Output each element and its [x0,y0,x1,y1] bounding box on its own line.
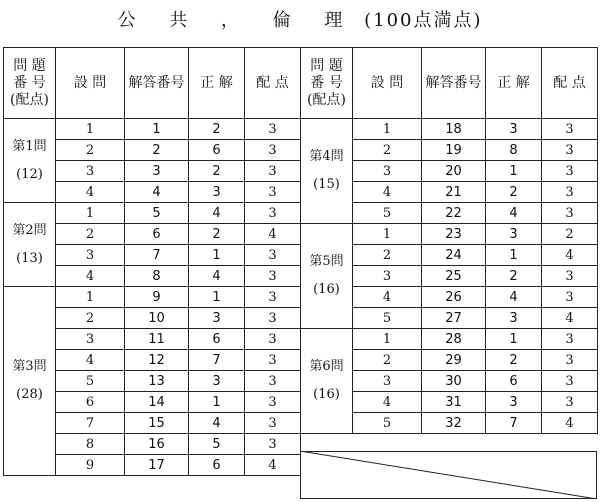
points-value: 3 [542,371,598,392]
correct-answer: 4 [486,203,542,224]
correct-answer: 1 [486,245,542,266]
header-answer-no: 解答番号 [422,48,486,119]
correct-answer: 8 [486,140,542,161]
question-number: 4 [56,350,125,371]
question-number: 4 [353,182,422,203]
question-number: 5 [56,371,125,392]
correct-answer: 3 [486,224,542,245]
header-group-line: 番 号 [310,74,343,91]
question-number: 3 [56,245,125,266]
points-value: 3 [542,350,598,371]
header-group-line: (配点) [307,91,346,108]
diagonal-line [300,451,597,499]
correct-answer: 1 [486,161,542,182]
subject-title: 公 共 ， 倫 理 [117,10,357,31]
correct-answer: 1 [486,329,542,350]
answer-number: 15 [125,413,189,434]
question-number: 1 [56,287,125,308]
answer-number: 6 [125,224,189,245]
points-value: 3 [542,392,598,413]
points-value: 3 [245,182,301,203]
header-correct: 正 解 [189,48,245,119]
group-name: 第6問 [309,359,344,374]
header-row [301,48,598,119]
answer-number: 12 [125,350,189,371]
question-number: 3 [56,161,125,182]
answer-table-right [300,47,598,434]
question-group [301,119,353,224]
table-row [301,329,598,350]
points-value: 3 [542,182,598,203]
correct-answer: 3 [486,392,542,413]
answer-number: 25 [422,266,486,287]
answer-number: 32 [422,413,486,434]
answer-number: 18 [422,119,486,140]
answer-number: 3 [125,161,189,182]
points-value: 4 [542,245,598,266]
points-value: 3 [245,287,301,308]
question-number: 3 [353,161,422,182]
correct-answer: 1 [189,392,245,413]
answer-key [3,47,597,499]
points-value: 4 [245,224,301,245]
group-name: 第3問 [12,359,47,374]
points-value: 3 [245,140,301,161]
points-value: 3 [245,413,301,434]
question-number: 9 [56,455,125,476]
points-value: 3 [245,308,301,329]
correct-answer: 3 [189,182,245,203]
question-number: 8 [56,434,125,455]
points-value: 3 [245,245,301,266]
answer-number: 4 [125,182,189,203]
correct-answer: 6 [189,455,245,476]
question-number: 1 [56,203,125,224]
question-number: 4 [353,287,422,308]
points-value: 3 [245,161,301,182]
correct-answer: 7 [189,350,245,371]
group-name: 第2問 [12,222,47,238]
points-value: 3 [245,392,301,413]
question-number: 3 [353,371,422,392]
question-number: 1 [353,119,422,140]
header-row [4,48,301,119]
header-answer-no: 解答番号 [125,48,189,119]
header-group-line: 問 題 [13,57,46,74]
answer-number: 28 [422,329,486,350]
header-points: 配 点 [245,48,301,119]
points-value: 3 [542,119,598,140]
group-score: (16) [313,387,340,402]
answer-table-left [3,47,301,476]
answer-number: 19 [422,140,486,161]
table-row [301,119,598,140]
points-value: 3 [542,203,598,224]
table-row [4,119,301,140]
question-number: 4 [56,182,125,203]
question-number: 2 [56,224,125,245]
points-value: 4 [245,455,301,476]
points-value: 3 [245,119,301,140]
header-question: 設 問 [353,48,422,119]
correct-answer: 2 [486,182,542,203]
group-score: (12) [16,166,43,182]
answer-number: 16 [125,434,189,455]
group-name: 第5問 [309,254,344,269]
header-group-line: 問 題 [310,57,343,74]
correct-answer: 5 [189,434,245,455]
answer-number: 30 [422,371,486,392]
correct-answer: 4 [189,413,245,434]
question-number: 7 [56,413,125,434]
question-number: 6 [56,392,125,413]
question-number: 2 [353,140,422,161]
question-number: 2 [353,245,422,266]
question-group [4,203,56,287]
answer-number: 17 [125,455,189,476]
answer-number: 14 [125,392,189,413]
points-value: 3 [542,266,598,287]
answer-number: 20 [422,161,486,182]
answer-number: 9 [125,287,189,308]
correct-answer: 4 [189,266,245,287]
group-score: (28) [16,387,43,402]
group-score: (16) [313,282,340,297]
page-title [0,6,600,32]
header-group [4,48,56,119]
correct-answer: 6 [189,329,245,350]
answer-number: 8 [125,266,189,287]
answer-number: 10 [125,308,189,329]
answer-number: 2 [125,140,189,161]
question-number: 1 [56,119,125,140]
question-number: 2 [56,140,125,161]
correct-answer: 2 [486,266,542,287]
question-number: 3 [56,329,125,350]
correct-answer: 4 [189,203,245,224]
correct-answer: 2 [189,119,245,140]
points-value: 2 [542,224,598,245]
header-group-line: (配点) [10,91,49,108]
header-question: 設 問 [56,48,125,119]
group-score: (13) [16,250,43,266]
group-name: 第1問 [12,138,47,154]
answer-number: 1 [125,119,189,140]
correct-answer: 1 [189,287,245,308]
correct-answer: 3 [189,308,245,329]
header-group [301,48,353,119]
points-value: 3 [542,140,598,161]
question-number: 2 [353,350,422,371]
correct-answer: 3 [189,371,245,392]
points-value: 3 [245,203,301,224]
empty-cell-crossed [300,451,597,499]
table-row [4,287,301,308]
question-number: 1 [353,329,422,350]
answer-number: 21 [422,182,486,203]
group-name: 第4問 [309,149,344,164]
question-number: 5 [353,413,422,434]
correct-answer: 6 [189,140,245,161]
question-number: 5 [353,308,422,329]
points-value: 3 [542,161,598,182]
correct-answer: 2 [486,350,542,371]
points-value: 3 [245,350,301,371]
total-points: (100点満点) [364,10,483,31]
question-group [301,224,353,329]
question-group [301,329,353,434]
answer-number: 22 [422,203,486,224]
correct-answer: 2 [189,161,245,182]
question-number: 3 [353,266,422,287]
header-correct: 正 解 [486,48,542,119]
correct-answer: 6 [486,371,542,392]
correct-answer: 2 [189,224,245,245]
points-value: 3 [542,329,598,350]
answer-number: 26 [422,287,486,308]
correct-answer: 3 [486,119,542,140]
points-value: 3 [245,266,301,287]
answer-number: 11 [125,329,189,350]
answer-number: 23 [422,224,486,245]
answer-number: 13 [125,371,189,392]
question-number: 2 [56,308,125,329]
question-group [4,287,56,476]
table-row [301,224,598,245]
answer-number: 7 [125,245,189,266]
correct-answer: 4 [486,287,542,308]
question-number: 4 [56,266,125,287]
table-row [4,203,301,224]
answer-number: 27 [422,308,486,329]
question-number: 1 [353,224,422,245]
header-points: 配 点 [542,48,598,119]
points-value: 3 [245,329,301,350]
header-group-line: 番 号 [13,74,46,91]
question-number: 5 [353,203,422,224]
correct-answer: 7 [486,413,542,434]
points-value: 4 [542,413,598,434]
answer-number: 29 [422,350,486,371]
points-value: 3 [245,371,301,392]
points-value: 4 [542,308,598,329]
answer-number: 31 [422,392,486,413]
question-number: 4 [353,392,422,413]
answer-number: 24 [422,245,486,266]
question-group [4,119,56,203]
answer-number: 5 [125,203,189,224]
correct-answer: 3 [486,308,542,329]
points-value: 3 [245,434,301,455]
points-value: 3 [542,287,598,308]
group-score: (15) [313,177,340,192]
correct-answer: 1 [189,245,245,266]
